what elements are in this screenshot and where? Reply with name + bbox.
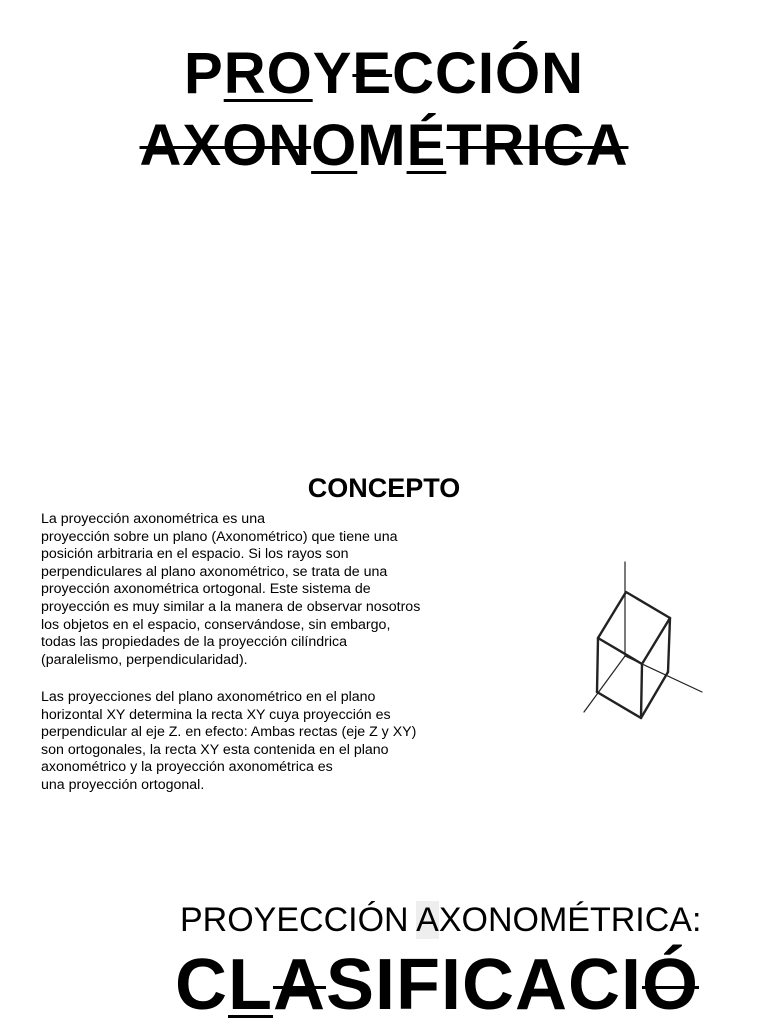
text-line: axonométrico y la proyección axonométrica es (41, 759, 333, 776)
text-line: horizontal XY determina la recta XY cuya proyección es (41, 706, 391, 723)
text-line: perpendicular al eje Z. en efecto: Ambas rectas (eje Z y XY) (41, 724, 417, 741)
class-title-seg: C (175, 945, 228, 1025)
title-seg-struck: E (352, 41, 393, 106)
title-seg-underlined: É (406, 113, 447, 178)
text-line: son ortogonales, la recta XY esta contenida en el plano (41, 741, 389, 758)
text-line: perpendiculares al plano axonométrico, se trata de una (41, 563, 388, 580)
text-line: posición arbitraria en el espacio. Si los rayos son (41, 546, 349, 563)
title-seg-struck: AXON (139, 113, 312, 178)
text-line: proyección es muy similar a la manera de observar nosotros (41, 598, 421, 615)
class-title-seg-struck: A (272, 945, 326, 1025)
subtitle-seg-highlighted: A (416, 901, 439, 939)
classification-subtitle (180, 898, 701, 942)
text-line: Las proyecciones del plano axonométrico en el plano (41, 689, 376, 705)
class-title-seg: SIFICACI (325, 945, 642, 1025)
concept-paragraph-2 (41, 689, 461, 795)
cube-axes-icon (580, 560, 705, 720)
concept-paragraph-1 (41, 511, 461, 669)
title-seg: CCIÓN (392, 41, 584, 106)
text-line: La proyección axonométrica es una (41, 511, 265, 527)
classification-title (175, 944, 699, 1026)
title-seg-underlined: RO (223, 41, 313, 106)
main-title-line-1 (0, 42, 768, 106)
title-seg: M (357, 113, 407, 178)
text-line: proyección axonométrica ortogonal. Este sistema de (41, 581, 371, 598)
title-seg-struck: TRICA (446, 113, 629, 178)
text-line: los objetos en el espacio, conservándose, sin embargo, (41, 616, 391, 633)
class-title-seg-underlined: L (228, 945, 273, 1025)
title-seg-underlined: O (311, 113, 358, 178)
text-line: proyección sobre un plano (Axonométrico) que tiene una (41, 528, 398, 545)
text-line: una proyección ortogonal. (41, 776, 205, 793)
subtitle-seg: PROYECCIÓN (180, 901, 417, 939)
title-seg: Y (312, 41, 353, 106)
class-title-seg-struck: Ó (642, 945, 700, 1025)
text-line: todas las propiedades de la proyección cilíndrica (41, 634, 348, 651)
concept-heading: CONCEPTO (307, 473, 461, 503)
title-seg: P (184, 41, 224, 106)
main-title-line-2 (0, 114, 768, 178)
subtitle-seg: XONOMÉTRICA: (438, 901, 702, 939)
text-line: (paralelismo, perpendicularidad). (41, 651, 248, 668)
